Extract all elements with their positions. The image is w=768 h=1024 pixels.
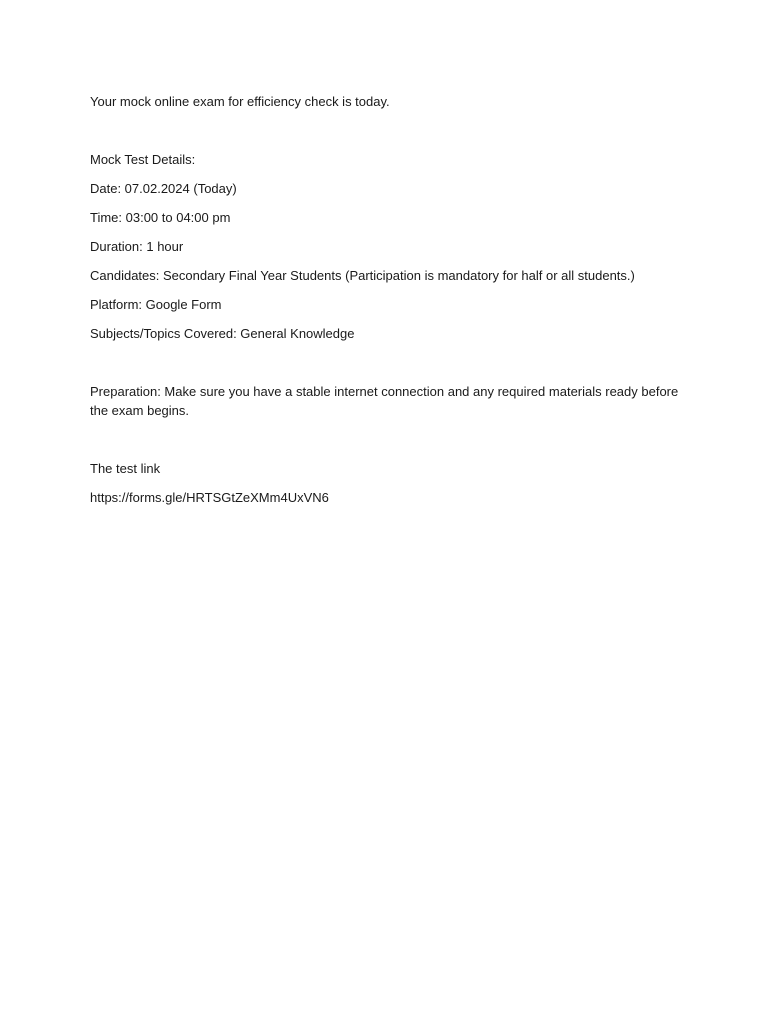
detail-date: Date: 07.02.2024 (Today) xyxy=(90,181,237,196)
detail-candidates: Candidates: Secondary Final Year Students (Participation is mandatory for half or all students.) xyxy=(90,268,635,283)
detail-time: Time: 03:00 to 04:00 pm xyxy=(90,210,231,225)
details-heading: Mock Test Details: xyxy=(90,152,196,167)
preparation-text: Preparation: Make sure you have a stable internet connection and any required materials ready before the exam begins. xyxy=(90,384,679,418)
intro-text: Your mock online exam for efficiency check is today. xyxy=(90,94,390,109)
document-page xyxy=(90,92,690,507)
detail-subjects: Subjects/Topics Covered: General Knowledge xyxy=(90,326,355,341)
detail-platform: Platform: Google Form xyxy=(90,297,222,312)
test-link-label: The test link xyxy=(90,461,161,476)
test-link-url[interactable]: https://forms.gle/HRTSGtZeXMm4UxVN6 xyxy=(90,490,329,505)
detail-duration: Duration: 1 hour xyxy=(90,239,184,254)
